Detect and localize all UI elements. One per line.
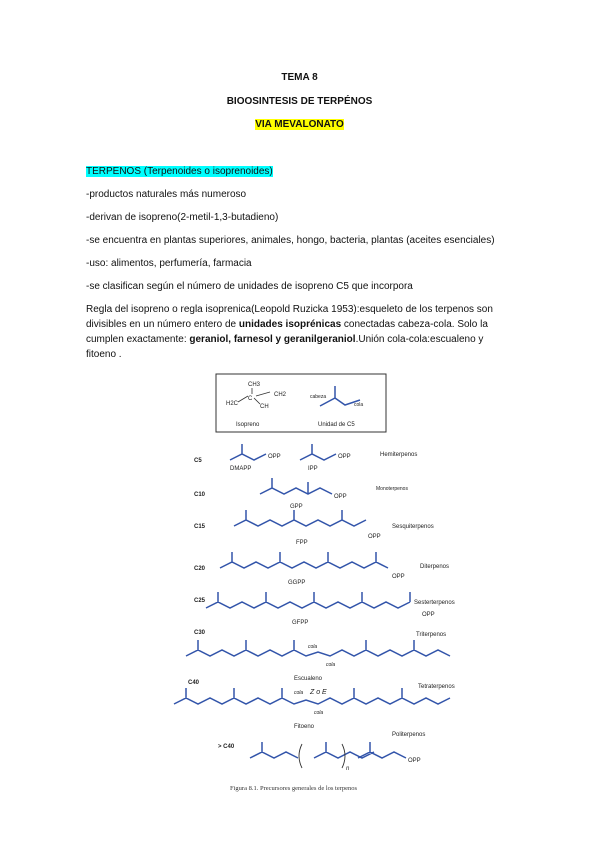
c25-label: C25: [194, 598, 206, 604]
cola-3: cola: [294, 690, 304, 696]
opp-1: OPP: [268, 454, 281, 460]
tema-title: TEMA 8: [281, 72, 318, 83]
opp-3: OPP: [334, 494, 347, 500]
ipp-structure: [300, 444, 336, 460]
figure-caption: Figura 8.1. Precursores generales de los terpenos: [230, 785, 358, 792]
hemiterpenos-label: Hemiterpenos: [380, 452, 418, 458]
section-heading: [86, 164, 506, 179]
subtitle: BIOOSINTESIS DE TERPÉNOS: [226, 96, 373, 107]
c40-label: C40: [188, 680, 200, 686]
ch2-label: CH2: [274, 392, 287, 398]
ze-label: Z o E: [310, 689, 327, 696]
gfpp-label: GFPP: [292, 620, 309, 626]
bullet-5: -se clasifican según el número de unidades de isopreno C5 que incorpora: [86, 281, 413, 292]
isoprene-label: Isopreno: [236, 422, 260, 428]
dmapp-structure: [230, 444, 266, 460]
c30-label: C30: [194, 630, 206, 636]
c20-label: C20: [194, 566, 206, 572]
c5-label: C5: [194, 458, 202, 464]
escualeno-structure: [186, 640, 450, 656]
dmapp-label: DMAPP: [230, 466, 252, 472]
rule-text-3: .Unión cola-cola:escualeno y fitoeno .: [86, 334, 484, 360]
diterpenos-label: Diterpenos: [420, 564, 450, 570]
unit-label: Unidad de C5: [318, 422, 355, 428]
gfpp-structure: [206, 592, 410, 608]
ggpp-label: GGPP: [288, 580, 306, 586]
politerpenos-label: Politerpenos: [392, 732, 426, 738]
gpp-label: GPP: [290, 504, 303, 510]
opp-7: OPP: [408, 758, 421, 764]
c40plus-label: > C40: [218, 744, 235, 750]
politerpeno-structure: [250, 742, 406, 758]
sesquiterpenos-label: Sesquiterpenos: [392, 524, 434, 530]
highlight-title: [0, 119, 599, 130]
rule-bold-2: geraniol, farnesol y geranilgeraniol: [189, 334, 356, 345]
bullet-1: -productos naturales más numeroso: [86, 189, 247, 200]
opp-5: OPP: [392, 574, 405, 580]
c10-label: C10: [194, 492, 206, 498]
rule-text-1: Regla del isopreno o regla isoprenica(Leopold Ruzicka 1953):esqueleto de los terpenos son divisibles en un número entero de: [86, 304, 493, 330]
cola-2: cola: [326, 662, 336, 668]
c15-label: C15: [194, 524, 206, 530]
bullet-4: -uso: alimentos, perfumería, farmacia: [86, 258, 252, 269]
isoprene-bonds: [238, 388, 270, 404]
ch3-label: CH3: [248, 382, 261, 388]
monoterpenos-label: Monoterpenos: [376, 486, 408, 492]
cola-box-label: cola: [354, 402, 364, 408]
h2c-label: H2C: [226, 401, 239, 407]
gpp-structure: [260, 478, 332, 494]
c-label: C: [248, 396, 253, 402]
fitoeno-label: Fitoeno: [294, 724, 315, 730]
rule-text-2: conectadas cabeza-cola. Solo la cumplen exactamente:: [86, 319, 488, 345]
cola-4: cola: [314, 710, 324, 716]
fpp-structure: [234, 510, 366, 526]
fpp-label: FPP: [296, 540, 308, 546]
rule-bold-1: unidades isoprénicas: [238, 319, 342, 330]
escualeno-label: Escualeno: [294, 676, 323, 682]
terpene-figure: [170, 372, 460, 802]
tetraterpenos-label: Tetraterpenos: [418, 684, 455, 690]
opp-6: OPP: [422, 612, 435, 618]
ggpp-structure: [220, 552, 388, 568]
polymer-brackets: [299, 744, 345, 768]
triterpenos-label: Triterpenos: [416, 632, 447, 638]
n-label: n: [346, 766, 350, 772]
sesterterpenos-label: Sesterterpenos: [414, 600, 455, 606]
isoprene-rule: [86, 302, 506, 362]
via-mevalonato: VIA MEVALONATO: [255, 119, 344, 130]
opp-2: OPP: [338, 454, 351, 460]
bullet-2: -derivan de isopreno(2-metil-1,3-butadieno): [86, 212, 279, 223]
cola-1: cola: [308, 644, 318, 650]
bullet-3: -se encuentra en plantas superiores, animales, hongo, bacteria, plantas (aceites esenciales): [86, 235, 495, 246]
terpenos-heading: TERPENOS (Terpenoides o isoprenoides): [86, 166, 273, 177]
opp-4: OPP: [368, 534, 381, 540]
ipp-label: IPP: [308, 466, 318, 472]
ch-label: CH: [260, 404, 269, 410]
cabeza-label: cabeza: [310, 394, 327, 400]
